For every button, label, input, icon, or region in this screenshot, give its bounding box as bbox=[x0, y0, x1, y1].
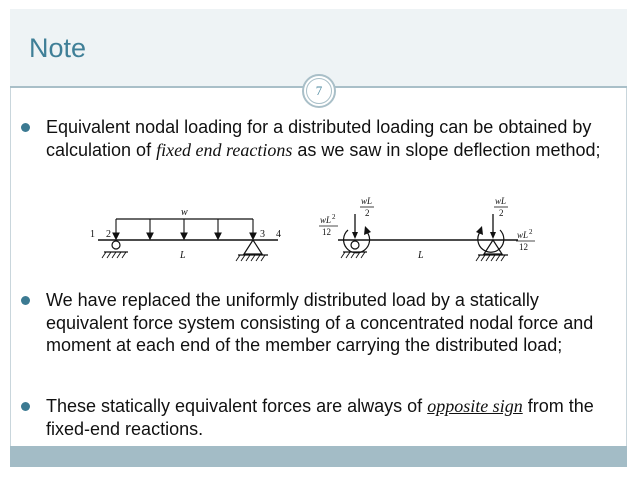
bullet-3-part-1: These statically equivalent forces are always of bbox=[46, 396, 428, 416]
distributed-load-beam bbox=[90, 207, 281, 261]
left-moment-numerator: wL bbox=[320, 215, 332, 225]
right-force-denominator: 2 bbox=[499, 208, 504, 218]
bullet-3-part-3: from the fixed-end reactions. bbox=[46, 396, 594, 439]
bullet-item-2 bbox=[21, 289, 601, 357]
bullet-1-part-3: as we saw in slope deflection method; bbox=[292, 139, 601, 160]
page-number: 7 bbox=[306, 78, 332, 104]
left-moment-exponent: 2 bbox=[332, 213, 336, 221]
bullet-1-emphasis: fixed end reactions bbox=[156, 139, 293, 160]
equivalent-nodal-loads-beam bbox=[319, 196, 535, 261]
right-moment-denominator: 12 bbox=[519, 242, 528, 252]
left-force-denominator: 2 bbox=[365, 208, 370, 218]
page-number-badge bbox=[302, 74, 336, 108]
bullet-1-part-1: Equivalent nodal loading for a distributed loading can be obtained by calculation of bbox=[46, 117, 592, 160]
beam-figure bbox=[68, 190, 552, 276]
beam-diagram bbox=[68, 190, 552, 276]
bullet-text-2: We have replaced the uniformly distributed load by a statically equivalent force system consisting of a concentrated nodal force and moment at each end of the member carrying the distributed load; bbox=[46, 290, 594, 355]
right-moment-numerator: wL bbox=[517, 230, 529, 240]
left-force-numerator: wL bbox=[361, 196, 373, 206]
bullet-text-1 bbox=[46, 116, 601, 161]
bullet-3-emphasis: opposite sign bbox=[427, 396, 523, 416]
load-label: w bbox=[181, 207, 188, 218]
bullet-marker bbox=[21, 123, 30, 132]
bullet-text-3 bbox=[46, 395, 601, 440]
span-label-left: L bbox=[180, 250, 186, 261]
node-3-label: 3 bbox=[260, 229, 265, 240]
right-force-numerator: wL bbox=[495, 196, 507, 206]
node-4-label: 4 bbox=[276, 229, 281, 240]
span-label-right: L bbox=[418, 250, 424, 261]
node-1-label: 1 bbox=[90, 229, 95, 240]
right-moment-exponent: 2 bbox=[529, 228, 533, 236]
bullet-item-3 bbox=[21, 395, 601, 440]
bottom-band bbox=[10, 446, 627, 467]
bullet-marker bbox=[21, 402, 30, 411]
bullet-item-1 bbox=[21, 116, 601, 161]
slide-title: Note bbox=[29, 33, 87, 63]
node-2-label: 2 bbox=[106, 229, 111, 240]
bullet-marker bbox=[21, 296, 30, 305]
left-moment-denominator: 12 bbox=[322, 227, 331, 237]
